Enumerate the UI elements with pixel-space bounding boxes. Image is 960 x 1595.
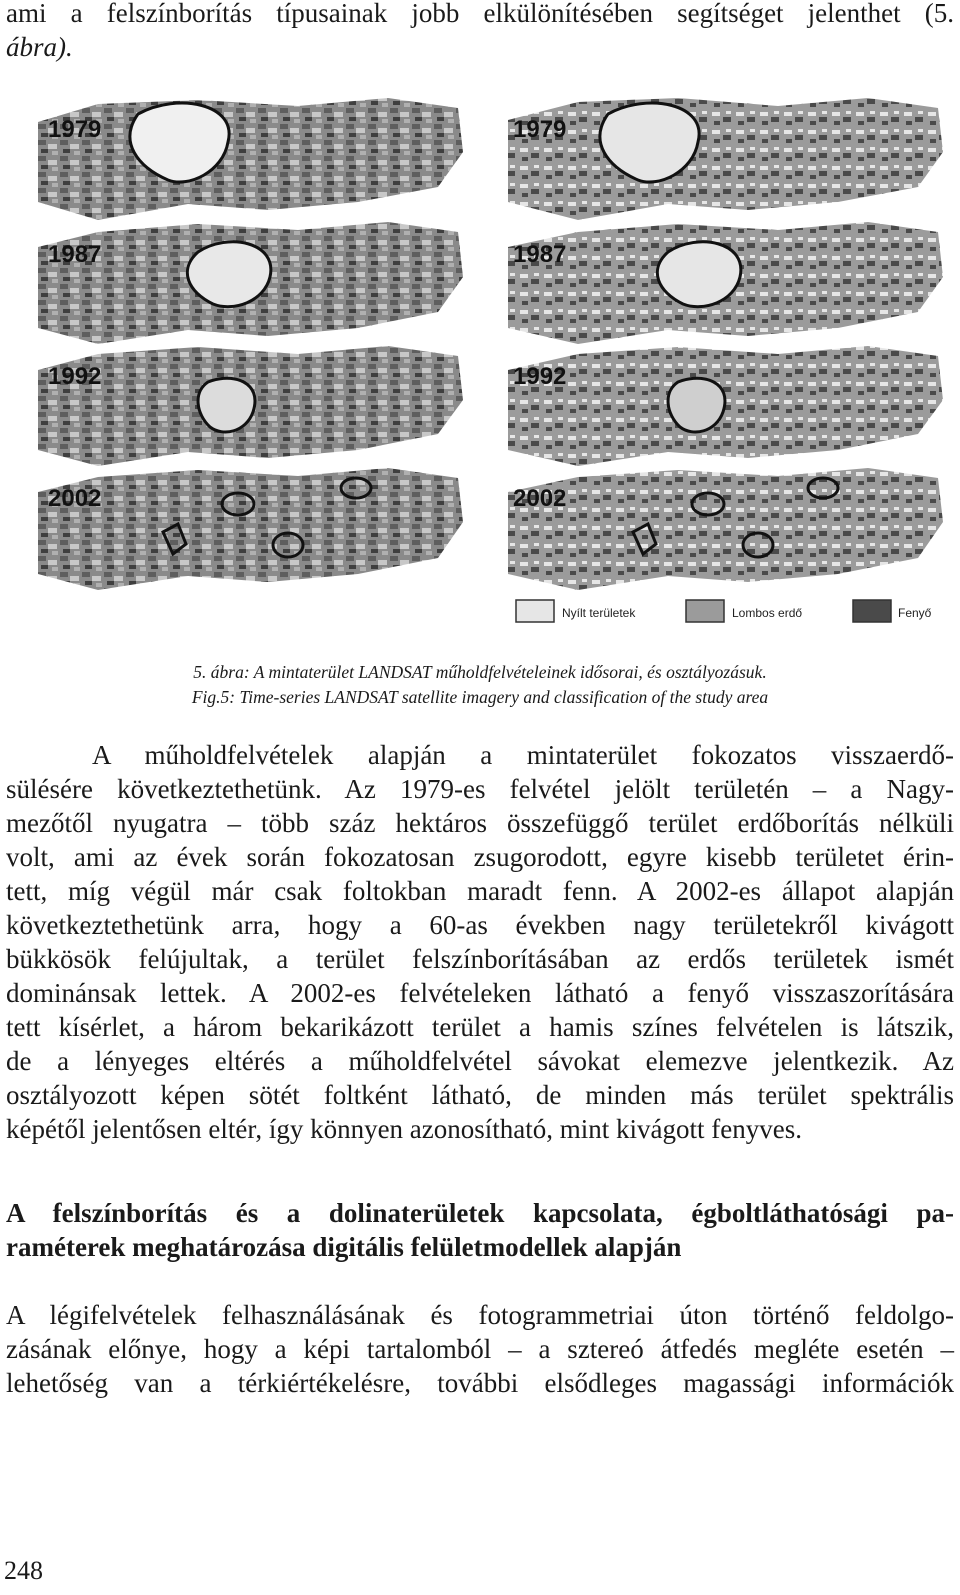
section-heading-line: raméterek meghatározása digitális felületmodellek alapján (6, 1232, 682, 1262)
text-line: lehetőség van a térkiértékelésre, további elsődleges magassági információk (6, 1368, 954, 1398)
text-line: volt, ami az évek során fokozatosan zsugorodott, egyre kisebb területet érin- (6, 842, 954, 872)
figure-caption-hu: 5. ábra: A mintaterület LANDSAT műholdfelvételeinek idősorai, és osztályozásuk. (193, 662, 767, 682)
text-line: tett, míg végül már csak foltokban maradt fenn. A 2002-es állapot alapján (6, 876, 954, 906)
text-line: ami a felszínborítás típusainak jobb elkülönítésében segítséget jelenthet (5. (6, 0, 954, 28)
legend-swatch-deciduous (686, 600, 724, 622)
year-label-1987: 1987 (48, 241, 102, 268)
text-line: bükkösök felújultak, a terület felszínborításában az erdős területek ismét (6, 944, 954, 974)
text-line: képétől jelentősen eltér, így könnyen azonosítható, mint kivágott fenyves. (6, 1114, 802, 1144)
figure-legend (516, 600, 932, 622)
page-number: 248 (4, 1556, 43, 1585)
legend-swatch-open (516, 600, 554, 622)
text-line: tett kísérlet, a három bekarikázott terület a hamis színes felvételen is látszik, (6, 1012, 954, 1042)
figure-caption-en: Fig.5: Time-series LANDSAT satellite imagery and classification of the study area (191, 687, 769, 707)
text-line: következtethetünk arra, hogy a 60-as években nagy területekről kivágott (6, 910, 954, 940)
year-label-1979-classified: 1979 (513, 116, 567, 143)
year-label-2002: 2002 (48, 485, 102, 512)
year-label-1979: 1979 (48, 116, 102, 143)
text-line: zásának előnye, hogy a képi tartalomból – a sztereó átfedés megléte esetén – (6, 1334, 954, 1364)
legend-label-open: Nyílt területek (562, 606, 636, 620)
text-line: sülésére következtethetünk. Az 1979-es felvétel jelölt területén – a Nagy- (6, 774, 954, 804)
legend-label-deciduous: Lombos erdő (732, 606, 803, 620)
panel-row-1992 (38, 346, 943, 466)
legend-swatch-conifer (853, 600, 891, 622)
text-line: mezőtől nyugatra – több száz hektáros összefüggő terület erdőborítás nélküli (6, 808, 954, 838)
text-line: ábra). (6, 32, 73, 62)
year-label-2002-classified: 2002 (513, 485, 567, 512)
landsat-time-series-figure (38, 92, 958, 652)
legend-label-conifer: Fenyő (898, 606, 932, 620)
text-line: A műholdfelvételek alapján a mintaterület fokozatos visszaerdő- (92, 740, 954, 770)
year-label-1992: 1992 (48, 363, 102, 390)
text-line: osztályozott képen sötét foltként látható, de minden más terület spektrális (6, 1080, 954, 1110)
panel-row-1979 (38, 98, 943, 220)
text-line: de a lényeges eltérés a műholdfelvétel sávokat elemezve jelentkezik. Az (6, 1046, 954, 1076)
section-heading-line: A felszínborítás és a dolinaterületek kapcsolata, égboltláthatósági pa- (6, 1198, 954, 1228)
text-line: dominánsak lettek. A 2002-es felvételeken látható a fenyő visszaszorítására (6, 978, 954, 1008)
panel-row-1987 (38, 222, 943, 344)
year-label-1987-classified: 1987 (513, 241, 567, 268)
year-label-1992-classified: 1992 (513, 363, 567, 390)
panel-row-2002 (38, 468, 943, 590)
text-line: A légifelvételek felhasználásának és fotogrammetriai úton történő feldolgo- (6, 1300, 954, 1330)
